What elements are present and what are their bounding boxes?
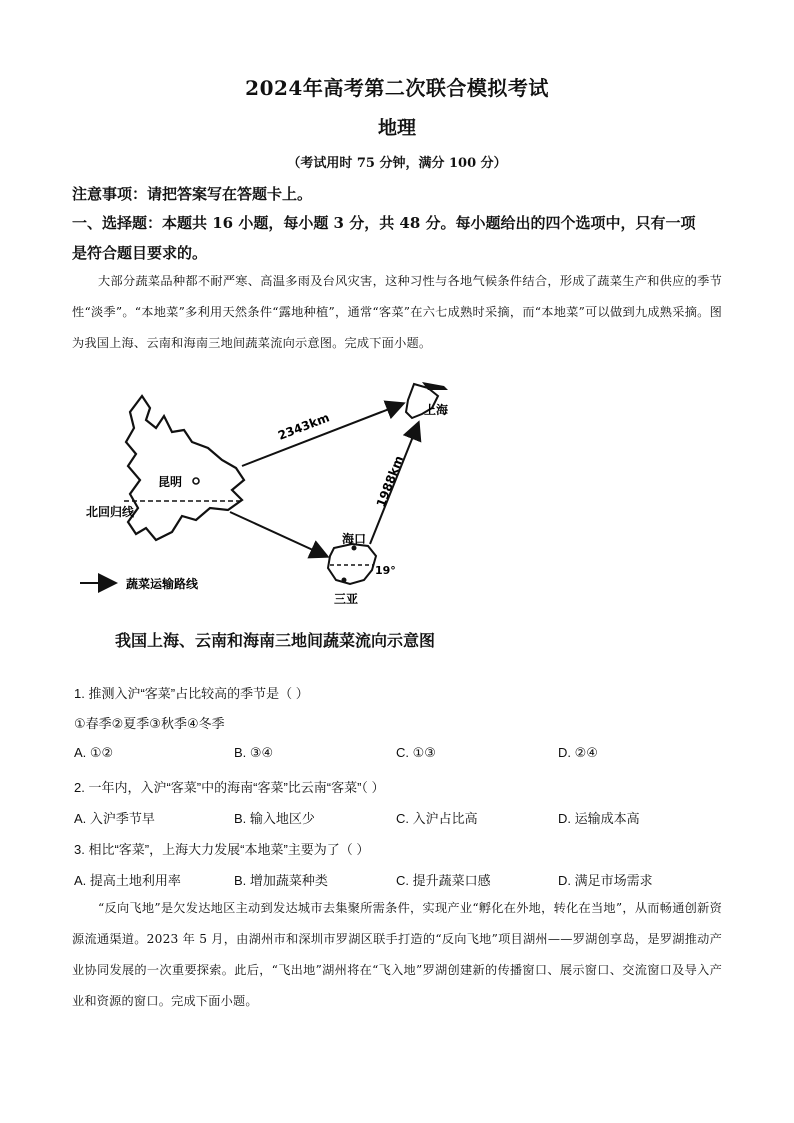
shanghai-label: 上海 — [424, 403, 449, 417]
q3-option-b[interactable]: B. 增加蔬菜种类 — [234, 873, 328, 888]
q1-option-c[interactable]: C. ①③ — [396, 745, 436, 760]
shanghai-island — [422, 382, 448, 390]
map-caption: 我国上海、云南和海南三地间蔬菜流向示意图 — [115, 631, 436, 650]
q2-option-c[interactable]: C. 入沪占比高 — [396, 811, 478, 826]
sanya-label: 三亚 — [334, 592, 359, 606]
q1-option-d[interactable]: D. ②④ — [558, 745, 598, 760]
exam-title: 2024年高考第二次联合模拟考试 — [245, 76, 549, 100]
q1-option-b[interactable]: B. ③④ — [234, 745, 274, 760]
haikou-dot — [352, 546, 357, 551]
q2-option-b[interactable]: B. 输入地区少 — [234, 811, 315, 826]
question-1-stem: 1. 推测入沪“客菜”占比较高的季节是（ ） — [74, 686, 309, 701]
distance-hainan-shanghai: 1988km — [373, 453, 407, 510]
yunnan-outline — [126, 396, 244, 540]
q3-option-c[interactable]: C. 提升蔬菜口感 — [396, 873, 491, 888]
q2-option-a[interactable]: A. 入沪季节早 — [74, 811, 155, 826]
sanya-dot — [342, 578, 347, 583]
question-3-stem: 3. 相比“客菜”，上海大力发展“本地菜”主要为了（ ） — [74, 842, 370, 857]
q1-option-a[interactable]: A. ①② — [74, 745, 114, 760]
section-heading-line1: 一、选择题：本题共 16 小题，每小题 3 分，共 48 分。每小题给出的四个选项中，只有一项 — [72, 214, 696, 232]
q3-option-a[interactable]: A. 提高土地利用率 — [74, 873, 181, 888]
q2-option-d[interactable]: D. 运输成本高 — [558, 811, 640, 826]
passage-2: “反向飞地”是欠发达地区主动到发达城市去集聚所需条件，实现产业“孵化在外地，转化在当地”，从而畅通创新资源流通渠道。2023 年 5 月，由湖州市和深圳市罗湖区联手打造的“反向飞地”项目湖州——罗湖创享岛，是罗湖推动产业协同发展的一次重要探索。此后，“飞出地”湖州将在“飞入地”罗湖创建新的传播窗口、展示窗口、交流窗口及导入产业和资源的窗口。完成下面小题。 — [72, 901, 722, 1008]
haikou-label: 海口 — [342, 532, 367, 546]
time-note: （考试用时 75 分钟，满分 100 分） — [287, 156, 507, 171]
subject-title: 地理 — [377, 117, 416, 139]
route-yunnan-hainan — [230, 512, 326, 556]
tropic-label: 北回归线 — [86, 505, 135, 519]
notice: 注意事项：请把答案写在答题卡上。 — [72, 185, 313, 203]
section-heading-line2: 是符合题目要求的。 — [72, 244, 208, 262]
question-1-choices: ①春季②夏季③秋季④冬季 — [74, 716, 225, 731]
kunming-label: 昆明 — [158, 475, 183, 489]
distance-yunnan-shanghai: 2343km — [276, 410, 332, 443]
vegetable-flow-map — [72, 368, 472, 618]
lat19-label: 19° — [375, 564, 396, 577]
hainan-outline — [328, 544, 376, 584]
passage-1: 大部分蔬菜品种都不耐严寒、高温多雨及台风灾害，这种习性与各地气候条件结合，形成了蔬菜生产和供应的季节性“淡季”。“本地菜”多利用天然条件“露地种植”，通常“客菜”在六七成熟时采摘，而“本地菜”可以做到九成熟采摘。图为我国上海、云南和海南三地间蔬菜流向示意图。完成下面小题。 — [72, 274, 722, 350]
q3-option-d[interactable]: D. 满足市场需求 — [558, 873, 653, 888]
kunming-dot — [193, 478, 199, 484]
question-2-stem: 2. 一年内，入沪“客菜”中的海南“客菜”比云南“客菜”（ ） — [74, 780, 385, 795]
legend-label: 蔬菜运输路线 — [126, 577, 199, 591]
